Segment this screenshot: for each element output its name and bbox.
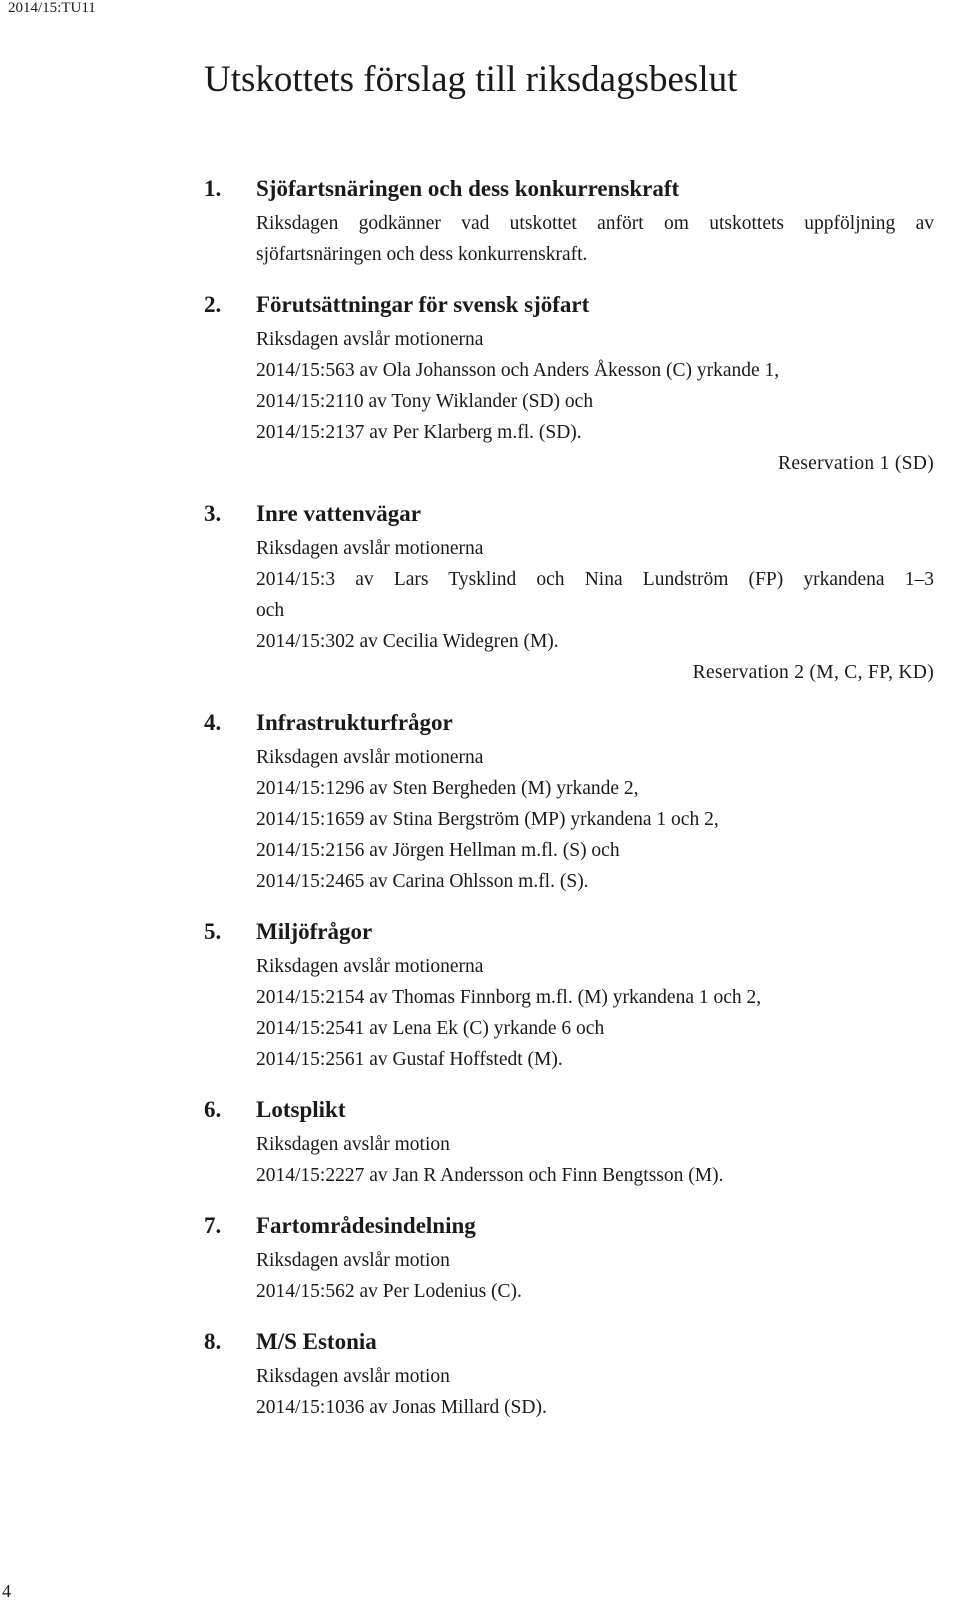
- body-line: 2014/15:2561 av Gustaf Hoffstedt (M).: [256, 1049, 563, 1070]
- body-line: Riksdagen avslår motion: [256, 1134, 450, 1155]
- body-line: 2014/15:1659 av Stina Bergström (MP) yrkandena 1 och 2,: [256, 809, 719, 830]
- item-number: 1.: [204, 176, 222, 201]
- reservation-reference: Reservation 2 (M, C, FP, KD): [692, 662, 934, 683]
- body-line: Riksdagen avslår motionerna: [256, 329, 484, 350]
- item-title: Lotsplikt: [256, 1097, 346, 1122]
- item-title: Infrastrukturfrågor: [256, 710, 453, 735]
- item-body: [256, 533, 934, 688]
- body-line: 2014/15:2227 av Jan R Andersson och Finn Bengtsson (M).: [256, 1165, 724, 1186]
- body-line: 2014/15:2465 av Carina Ohlsson m.fl. (S).: [256, 871, 589, 892]
- item-body: [256, 951, 934, 1075]
- body-line: 2014/15:2110 av Tony Wiklander (SD) och: [256, 391, 594, 412]
- item-title: Sjöfartsnäringen och dess konkurrenskraft: [256, 176, 680, 201]
- body-line: 2014/15:3 av Lars Tysklind och Nina Lundström (FP) yrkandena 1–3: [256, 569, 934, 590]
- page-number: 4: [2, 1581, 11, 1601]
- body-line: Riksdagen avslår motionerna: [256, 956, 484, 977]
- body-line: 2014/15:2156 av Jörgen Hellman m.fl. (S) och: [256, 840, 620, 861]
- document-reference: 2014/15:TU11: [8, 0, 96, 16]
- decision-item-heading: [204, 176, 934, 208]
- decision-item: [204, 501, 934, 688]
- body-line: Riksdagen avslår motion: [256, 1250, 450, 1271]
- body-line: Riksdagen avslår motion: [256, 1366, 450, 1387]
- item-title: Fartområdesindelning: [256, 1213, 476, 1238]
- body-line: Riksdagen godkänner vad utskottet anfört om utskottets uppföljning av: [256, 213, 934, 234]
- body-line: 2014/15:302 av Cecilia Widegren (M).: [256, 631, 559, 652]
- decision-item: [204, 1213, 934, 1307]
- decision-item-heading: [204, 1097, 934, 1129]
- item-body: [256, 742, 934, 897]
- decision-item-heading: [204, 501, 934, 533]
- decision-list: [204, 176, 934, 1445]
- item-number: 8.: [204, 1329, 222, 1354]
- body-line: 2014/15:562 av Per Lodenius (C).: [256, 1281, 522, 1302]
- body-line: 2014/15:1296 av Sten Bergheden (M) yrkande 2,: [256, 778, 639, 799]
- item-number: 3.: [204, 501, 222, 526]
- body-line: 2014/15:1036 av Jonas Millard (SD).: [256, 1397, 547, 1418]
- body-line: Riksdagen avslår motionerna: [256, 538, 484, 559]
- decision-item-heading: [204, 292, 934, 324]
- body-line: 2014/15:563 av Ola Johansson och Anders Åkesson (C) yrkande 1,: [256, 360, 780, 381]
- item-body: [256, 1361, 934, 1423]
- body-line: 2014/15:2137 av Per Klarberg m.fl. (SD).: [256, 422, 582, 443]
- reservation-reference: Reservation 1 (SD): [778, 453, 934, 474]
- decision-item-heading: [204, 710, 934, 742]
- item-number: 7.: [204, 1213, 222, 1238]
- page-title: Utskottets förslag till riksdagsbeslut: [204, 59, 738, 100]
- item-number: 5.: [204, 919, 222, 944]
- decision-item: [204, 919, 934, 1075]
- decision-item: [204, 1097, 934, 1191]
- item-title: M/S Estonia: [256, 1329, 377, 1354]
- decision-item-heading: [204, 919, 934, 951]
- item-number: 4.: [204, 710, 222, 735]
- item-body: [256, 1129, 934, 1191]
- item-body: [256, 1245, 934, 1307]
- item-body: [256, 324, 934, 479]
- decision-item: [204, 292, 934, 479]
- body-line: och: [256, 600, 285, 621]
- item-body: [256, 208, 934, 270]
- decision-item-heading: [204, 1213, 934, 1245]
- item-title: Inre vattenvägar: [256, 501, 422, 526]
- item-title: Förutsättningar för svensk sjöfart: [256, 292, 590, 317]
- item-title: Miljöfrågor: [256, 919, 373, 944]
- body-line: sjöfartsnäringen och dess konkurrenskraft.: [256, 244, 588, 265]
- body-line: 2014/15:2154 av Thomas Finnborg m.fl. (M) yrkandena 1 och 2,: [256, 987, 762, 1008]
- item-number: 2.: [204, 292, 222, 317]
- decision-item: [204, 1329, 934, 1423]
- decision-item: [204, 710, 934, 897]
- body-line: Riksdagen avslår motionerna: [256, 747, 484, 768]
- item-number: 6.: [204, 1097, 222, 1122]
- decision-item-heading: [204, 1329, 934, 1361]
- body-line: 2014/15:2541 av Lena Ek (C) yrkande 6 och: [256, 1018, 605, 1039]
- decision-item: [204, 176, 934, 270]
